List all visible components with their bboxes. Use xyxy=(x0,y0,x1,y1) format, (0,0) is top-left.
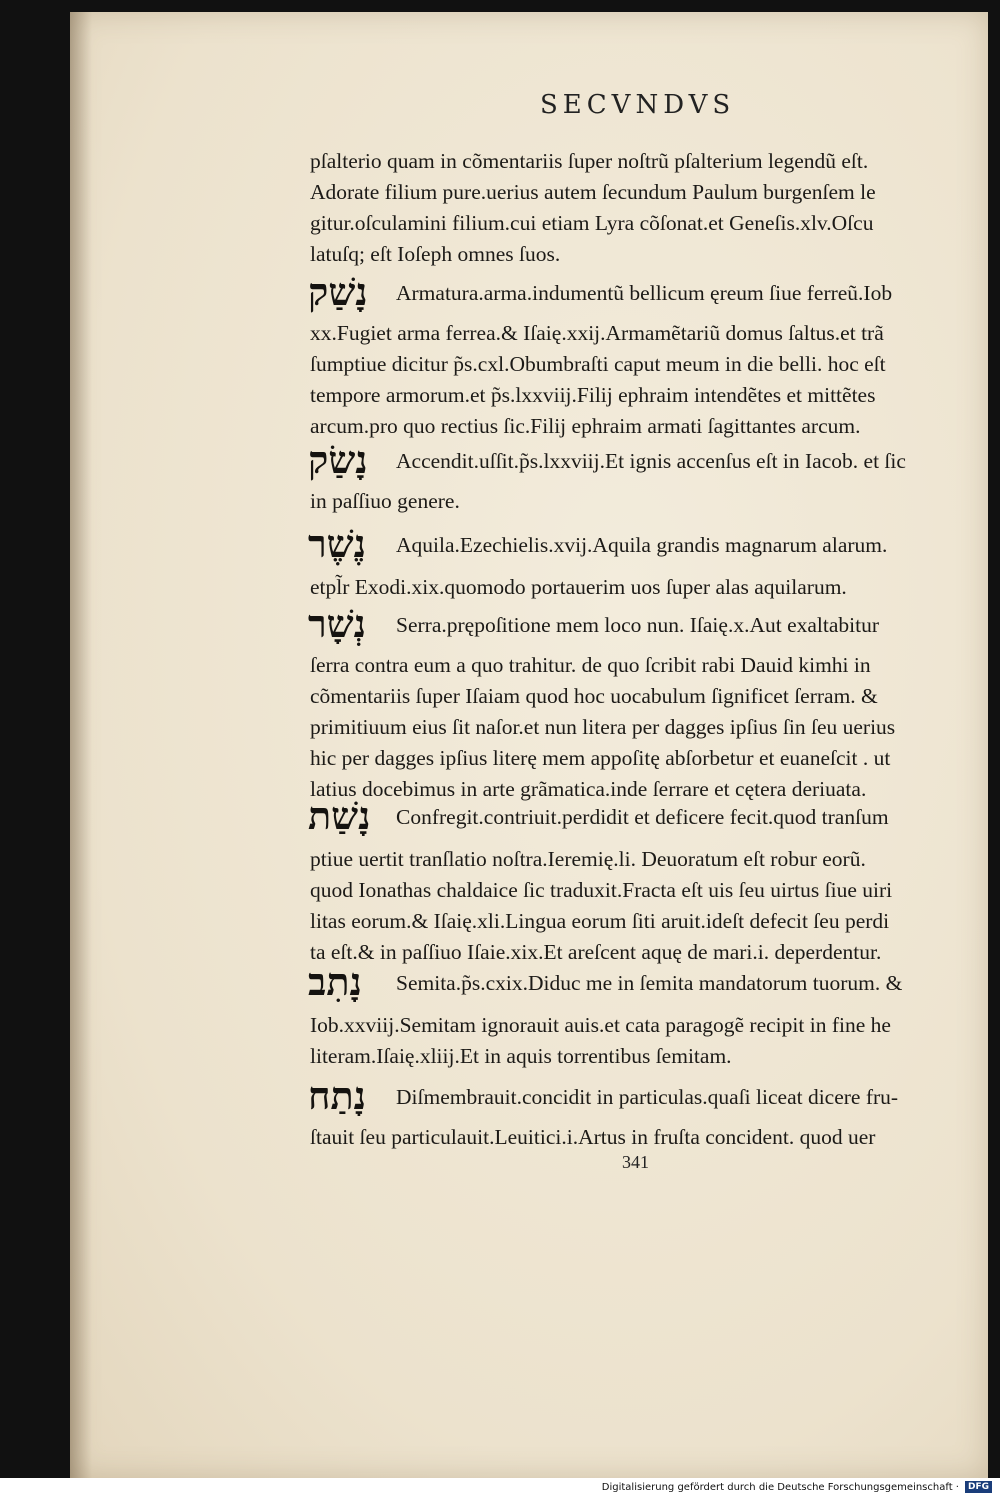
text-line: tempore armorum.et p̃s.lxxviij.Filij ephraim intendẽtes et mittẽtes xyxy=(310,383,876,407)
hebrew-headword: נָשַׁת xyxy=(308,793,371,838)
digitization-footer xyxy=(0,1478,1000,1496)
hebrew-headword: נֶשֶׁר xyxy=(308,521,366,566)
entry-body xyxy=(310,572,960,603)
text-line: ſerra contra eum a quo trahitur. de quo ſcribit rabi Dauid kimhi in xyxy=(310,653,871,677)
entry-body xyxy=(310,486,960,517)
entry-first-line: Serra.prępoſitione mem loco nun. Iſaię.x.Aut exaltabitur xyxy=(396,613,880,637)
text-line: xx.Fugiet arma ferrea.& Iſaię.xxij.Armamẽtariũ domus ſaltus.et trã xyxy=(310,321,884,345)
intro-paragraph xyxy=(310,146,960,270)
hebrew-headword: נָשַׁק xyxy=(308,269,368,314)
text-line: latius docebimus in arte grãmatica.inde ſerrare et cętera deriuata. xyxy=(310,777,867,801)
text-line: latuſq; eſt Ioſeph omnes ſuos. xyxy=(310,242,561,266)
hebrew-headword: נְשָׁר xyxy=(308,601,366,646)
text-line: cõmentariis ſuper Iſaiam quod hoc uocabulum ſignificet ſerram. & xyxy=(310,684,878,708)
text-line: hic per dagges ipſius literę mem appoſitę abſorbetur et euaneſcit . ut xyxy=(310,746,891,770)
entry-body xyxy=(310,1122,960,1153)
text-line: quod Ionathas chaldaice ſic traduxit.Fracta eſt uis ſeu uirtus ſiue uiri xyxy=(310,878,893,902)
entry-first-line: Accendit.uſſit.p̃s.lxxviij.Et ignis accenſus eſt in Iacob. et ſic xyxy=(396,449,906,473)
entry-body xyxy=(310,844,960,968)
text-line: literam.Iſaię.xliij.Et in aquis torrentibus ſemitam. xyxy=(310,1044,732,1068)
text-line: pſalterio quam in cõmentariis ſuper noſtrũ pſalterium legendũ eſt. xyxy=(310,149,869,173)
entry-first-line: Armatura.arma.indumentũ bellicum ęreum ſiue ferreũ.Iob xyxy=(396,281,893,305)
footer-credit: Digitalisierung gefördert durch die Deutsche Forschungsgemeinschaft · xyxy=(601,1481,959,1493)
entry-first-line: Confregit.contriuit.perdidit et deficere fecit.quod tranſum xyxy=(396,805,889,829)
hebrew-headword: נָתַח xyxy=(308,1073,367,1118)
entry-first-line: Semita.p̃s.cxix.Diduc me in ſemita mandatorum tuorum. & xyxy=(396,971,903,995)
running-header: SECVNDVS xyxy=(540,90,736,120)
text-line: etpl̃r Exodi.xix.quomodo portauerim uos ſuper alas aquilarum. xyxy=(310,575,847,599)
text-line: ſumptiue dicitur p̃s.cxl.Obumbraſti caput meum in die belli. hoc eſt xyxy=(310,352,886,376)
text-line: Adorate filium pure.uerius autem ſecundum Paulum burgenſem le xyxy=(310,180,876,204)
hebrew-headword: נָשַׂק xyxy=(308,437,368,482)
text-line: Iob.xxviij.Semitam ignorauit auis.et cata paragogẽ recipit in fine he xyxy=(310,1013,891,1037)
text-line: gitur.oſculamini filium.cui etiam Lyra cõſonat.et Geneſis.xlv.Oſcu xyxy=(310,211,874,235)
text-line: arcum.pro quo rectius ſic.Filij ephraim armati ſagittantes arcum. xyxy=(310,414,861,438)
entry-body xyxy=(310,318,960,442)
text-line: primitiuum eius ſit naſor.et nun litera per dagges ipſius ſin ſeu uerius xyxy=(310,715,896,739)
text-line: in paſſiuo genere. xyxy=(310,489,460,513)
text-line: litas eorum.& Iſaię.xli.Lingua eorum ſiti aruit.ideſt defecit ſeu perdi xyxy=(310,909,890,933)
page-number: 341 xyxy=(622,1152,649,1172)
hebrew-headword: נָתִב xyxy=(308,959,362,1004)
entry-body xyxy=(310,650,960,805)
dfg-logo: DFG xyxy=(965,1481,992,1493)
text-line: ta eſt.& in paſſiuo Iſaie.xix.Et areſcent aquę de mari.i. deperdentur. xyxy=(310,940,882,964)
entry-body xyxy=(310,1010,960,1072)
entry-first-line: Diſmembrauit.concidit in particulas.quaſi liceat dicere fru- xyxy=(396,1085,899,1109)
text-line: ſtauit ſeu particulauit.Leuitici.i.Artus in fruſta concident. quod uer xyxy=(310,1125,876,1149)
text-line: ptiue uertit tranſlatio noſtra.Ieremię.li. Deuoratum eſt robur eorũ. xyxy=(310,847,866,871)
entry-first-line: Aquila.Ezechielis.xvij.Aquila grandis magnarum alarum. xyxy=(396,533,888,557)
